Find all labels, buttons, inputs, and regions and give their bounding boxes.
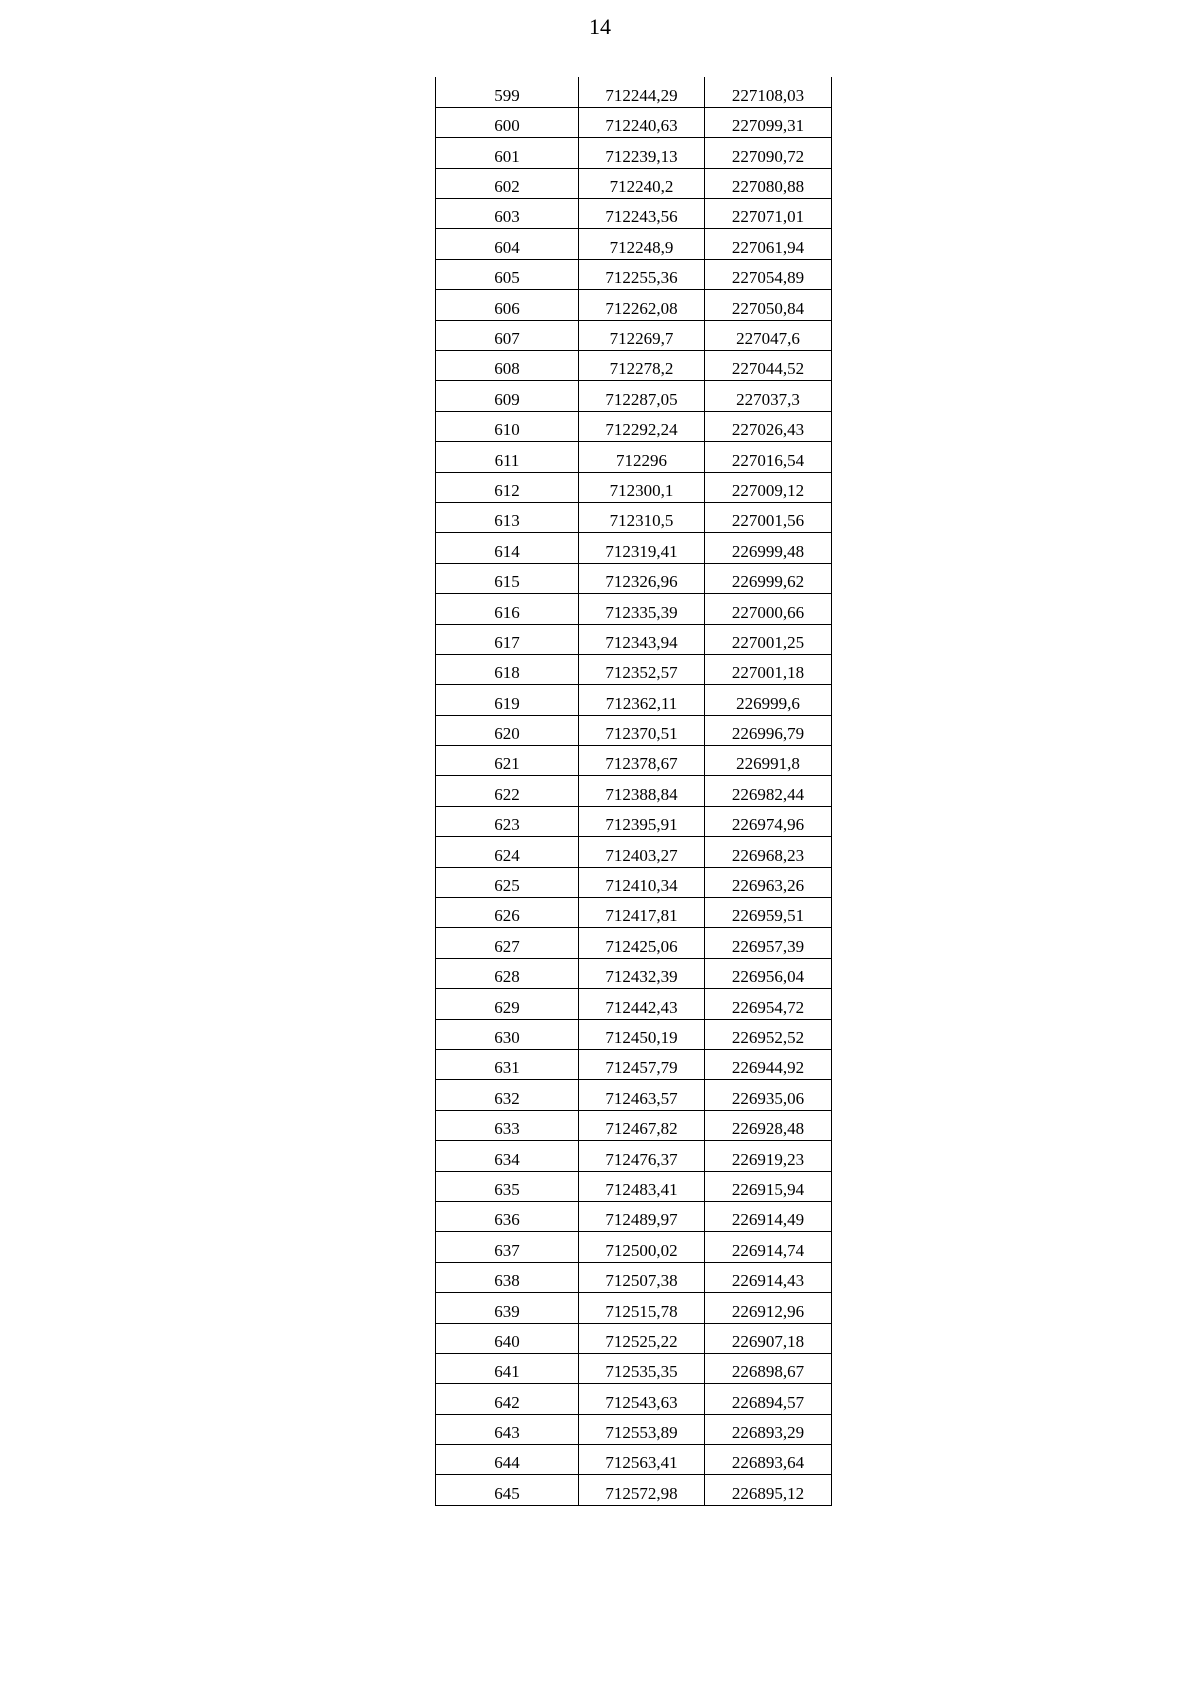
y-coordinate-cell: 226959,51	[705, 898, 832, 928]
table-row	[436, 1080, 832, 1110]
point-number-cell: 610	[436, 411, 579, 441]
x-coordinate-cell: 712240,63	[579, 107, 705, 137]
x-coordinate-cell: 712239,13	[579, 138, 705, 168]
x-coordinate-cell: 712248,9	[579, 229, 705, 259]
x-coordinate-cell: 712395,91	[579, 806, 705, 836]
table-row	[436, 259, 832, 289]
table-row	[436, 381, 832, 411]
table-row	[436, 411, 832, 441]
y-coordinate-cell: 227016,54	[705, 442, 832, 472]
x-coordinate-cell: 712362,11	[579, 685, 705, 715]
y-coordinate-cell: 227080,88	[705, 168, 832, 198]
table-row	[436, 1050, 832, 1080]
table-row	[436, 958, 832, 988]
point-number-cell: 634	[436, 1141, 579, 1171]
x-coordinate-cell: 712543,63	[579, 1384, 705, 1414]
point-number-cell: 629	[436, 989, 579, 1019]
x-coordinate-cell: 712417,81	[579, 898, 705, 928]
y-coordinate-cell: 227044,52	[705, 351, 832, 381]
y-coordinate-cell: 226996,79	[705, 715, 832, 745]
point-number-cell: 602	[436, 168, 579, 198]
point-number-cell: 624	[436, 837, 579, 867]
y-coordinate-cell: 227026,43	[705, 411, 832, 441]
point-number-cell: 627	[436, 928, 579, 958]
x-coordinate-cell: 712457,79	[579, 1050, 705, 1080]
x-coordinate-cell: 712483,41	[579, 1171, 705, 1201]
table-row	[436, 776, 832, 806]
point-number-cell: 607	[436, 320, 579, 350]
table-row	[436, 199, 832, 229]
point-number-cell: 639	[436, 1293, 579, 1323]
x-coordinate-cell: 712269,7	[579, 320, 705, 350]
table-row	[436, 1353, 832, 1383]
point-number-cell: 619	[436, 685, 579, 715]
point-number-cell: 606	[436, 290, 579, 320]
x-coordinate-cell: 712563,41	[579, 1445, 705, 1475]
y-coordinate-cell: 227001,18	[705, 654, 832, 684]
table-row	[436, 472, 832, 502]
point-number-cell: 616	[436, 594, 579, 624]
point-number-cell: 632	[436, 1080, 579, 1110]
y-coordinate-cell: 227108,03	[705, 77, 832, 107]
y-coordinate-cell: 227001,25	[705, 624, 832, 654]
table-row	[436, 1323, 832, 1353]
x-coordinate-cell: 712278,2	[579, 351, 705, 381]
x-coordinate-cell: 712476,37	[579, 1141, 705, 1171]
point-number-cell: 642	[436, 1384, 579, 1414]
table-row	[436, 1141, 832, 1171]
table-row	[436, 563, 832, 593]
y-coordinate-cell: 226952,52	[705, 1019, 832, 1049]
x-coordinate-cell: 712343,94	[579, 624, 705, 654]
table-row	[436, 928, 832, 958]
y-coordinate-cell: 226895,12	[705, 1475, 832, 1505]
point-number-cell: 611	[436, 442, 579, 472]
x-coordinate-cell: 712553,89	[579, 1414, 705, 1444]
table-row	[436, 290, 832, 320]
point-number-cell: 623	[436, 806, 579, 836]
table-row	[436, 1414, 832, 1444]
point-number-cell: 628	[436, 958, 579, 988]
point-number-cell: 614	[436, 533, 579, 563]
y-coordinate-cell: 226914,74	[705, 1232, 832, 1262]
point-number-cell: 604	[436, 229, 579, 259]
y-coordinate-cell: 226944,92	[705, 1050, 832, 1080]
y-coordinate-cell: 227099,31	[705, 107, 832, 137]
x-coordinate-cell: 712489,97	[579, 1201, 705, 1231]
point-number-cell: 620	[436, 715, 579, 745]
table-row	[436, 107, 832, 137]
y-coordinate-cell: 227061,94	[705, 229, 832, 259]
x-coordinate-cell: 712450,19	[579, 1019, 705, 1049]
table-row	[436, 715, 832, 745]
x-coordinate-cell: 712310,5	[579, 502, 705, 532]
table-row	[436, 77, 832, 107]
y-coordinate-cell: 226999,6	[705, 685, 832, 715]
table-row	[436, 1475, 832, 1505]
table-row	[436, 594, 832, 624]
point-number-cell: 617	[436, 624, 579, 654]
table-row	[436, 1445, 832, 1475]
y-coordinate-cell: 226991,8	[705, 746, 832, 776]
point-number-cell: 612	[436, 472, 579, 502]
x-coordinate-cell: 712352,57	[579, 654, 705, 684]
x-coordinate-cell: 712535,35	[579, 1353, 705, 1383]
x-coordinate-cell: 712442,43	[579, 989, 705, 1019]
page-number: 14	[589, 14, 611, 39]
table-row	[436, 533, 832, 563]
y-coordinate-cell: 226963,26	[705, 867, 832, 897]
point-number-cell: 615	[436, 563, 579, 593]
table-row	[436, 442, 832, 472]
point-number-cell: 635	[436, 1171, 579, 1201]
y-coordinate-cell: 226999,62	[705, 563, 832, 593]
y-coordinate-cell: 227037,3	[705, 381, 832, 411]
point-number-cell: 601	[436, 138, 579, 168]
table-row	[436, 685, 832, 715]
x-coordinate-cell: 712300,1	[579, 472, 705, 502]
x-coordinate-cell: 712507,38	[579, 1262, 705, 1292]
x-coordinate-cell: 712243,56	[579, 199, 705, 229]
y-coordinate-cell: 226894,57	[705, 1384, 832, 1414]
point-number-cell: 641	[436, 1353, 579, 1383]
y-coordinate-cell: 226957,39	[705, 928, 832, 958]
table-row	[436, 138, 832, 168]
x-coordinate-cell: 712525,22	[579, 1323, 705, 1353]
x-coordinate-cell: 712410,34	[579, 867, 705, 897]
point-number-cell: 626	[436, 898, 579, 928]
table-row	[436, 867, 832, 897]
point-number-cell: 608	[436, 351, 579, 381]
x-coordinate-cell: 712244,29	[579, 77, 705, 107]
table-row	[436, 1171, 832, 1201]
x-coordinate-cell: 712500,02	[579, 1232, 705, 1262]
table-row	[436, 1110, 832, 1140]
table-row	[436, 746, 832, 776]
y-coordinate-cell: 226915,94	[705, 1171, 832, 1201]
y-coordinate-cell: 226893,64	[705, 1445, 832, 1475]
table-row	[436, 320, 832, 350]
x-coordinate-cell: 712335,39	[579, 594, 705, 624]
x-coordinate-cell: 712287,05	[579, 381, 705, 411]
table-row	[436, 898, 832, 928]
y-coordinate-cell: 227009,12	[705, 472, 832, 502]
y-coordinate-cell: 226956,04	[705, 958, 832, 988]
x-coordinate-cell: 712262,08	[579, 290, 705, 320]
y-coordinate-cell: 226968,23	[705, 837, 832, 867]
y-coordinate-cell: 227001,56	[705, 502, 832, 532]
point-number-cell: 625	[436, 867, 579, 897]
x-coordinate-cell: 712425,06	[579, 928, 705, 958]
coordinates-table	[435, 77, 832, 1506]
point-number-cell: 643	[436, 1414, 579, 1444]
x-coordinate-cell: 712388,84	[579, 776, 705, 806]
x-coordinate-cell: 712255,36	[579, 259, 705, 289]
coordinates-table-body	[436, 77, 832, 1505]
table-row	[436, 1293, 832, 1323]
point-number-cell: 599	[436, 77, 579, 107]
table-row	[436, 837, 832, 867]
point-number-cell: 637	[436, 1232, 579, 1262]
y-coordinate-cell: 227090,72	[705, 138, 832, 168]
point-number-cell: 645	[436, 1475, 579, 1505]
y-coordinate-cell: 226974,96	[705, 806, 832, 836]
y-coordinate-cell: 226893,29	[705, 1414, 832, 1444]
y-coordinate-cell: 226928,48	[705, 1110, 832, 1140]
x-coordinate-cell: 712463,57	[579, 1080, 705, 1110]
table-row	[436, 1262, 832, 1292]
x-coordinate-cell: 712292,24	[579, 411, 705, 441]
x-coordinate-cell: 712296	[579, 442, 705, 472]
y-coordinate-cell: 226935,06	[705, 1080, 832, 1110]
point-number-cell: 621	[436, 746, 579, 776]
y-coordinate-cell: 226919,23	[705, 1141, 832, 1171]
point-number-cell: 609	[436, 381, 579, 411]
point-number-cell: 605	[436, 259, 579, 289]
y-coordinate-cell: 226999,48	[705, 533, 832, 563]
table-row	[436, 502, 832, 532]
x-coordinate-cell: 712432,39	[579, 958, 705, 988]
x-coordinate-cell: 712319,41	[579, 533, 705, 563]
x-coordinate-cell: 712326,96	[579, 563, 705, 593]
x-coordinate-cell: 712240,2	[579, 168, 705, 198]
point-number-cell: 638	[436, 1262, 579, 1292]
point-number-cell: 633	[436, 1110, 579, 1140]
table-row	[436, 654, 832, 684]
point-number-cell: 613	[436, 502, 579, 532]
y-coordinate-cell: 226907,18	[705, 1323, 832, 1353]
point-number-cell: 622	[436, 776, 579, 806]
x-coordinate-cell: 712572,98	[579, 1475, 705, 1505]
point-number-cell: 644	[436, 1445, 579, 1475]
point-number-cell: 631	[436, 1050, 579, 1080]
point-number-cell: 603	[436, 199, 579, 229]
table-row	[436, 351, 832, 381]
point-number-cell: 630	[436, 1019, 579, 1049]
y-coordinate-cell: 227071,01	[705, 199, 832, 229]
table-row	[436, 1201, 832, 1231]
x-coordinate-cell: 712370,51	[579, 715, 705, 745]
table-row	[436, 1384, 832, 1414]
x-coordinate-cell: 712403,27	[579, 837, 705, 867]
table-row	[436, 806, 832, 836]
point-number-cell: 600	[436, 107, 579, 137]
y-coordinate-cell: 226914,49	[705, 1201, 832, 1231]
y-coordinate-cell: 227054,89	[705, 259, 832, 289]
y-coordinate-cell: 226982,44	[705, 776, 832, 806]
point-number-cell: 618	[436, 654, 579, 684]
y-coordinate-cell: 226912,96	[705, 1293, 832, 1323]
x-coordinate-cell: 712515,78	[579, 1293, 705, 1323]
table-row	[436, 1019, 832, 1049]
table-row	[436, 989, 832, 1019]
y-coordinate-cell: 226914,43	[705, 1262, 832, 1292]
y-coordinate-cell: 226954,72	[705, 989, 832, 1019]
table-row	[436, 1232, 832, 1262]
table-row	[436, 229, 832, 259]
x-coordinate-cell: 712467,82	[579, 1110, 705, 1140]
table-row	[436, 624, 832, 654]
x-coordinate-cell: 712378,67	[579, 746, 705, 776]
y-coordinate-cell: 227047,6	[705, 320, 832, 350]
table-row	[436, 168, 832, 198]
point-number-cell: 640	[436, 1323, 579, 1353]
point-number-cell: 636	[436, 1201, 579, 1231]
y-coordinate-cell: 227000,66	[705, 594, 832, 624]
y-coordinate-cell: 226898,67	[705, 1353, 832, 1383]
y-coordinate-cell: 227050,84	[705, 290, 832, 320]
